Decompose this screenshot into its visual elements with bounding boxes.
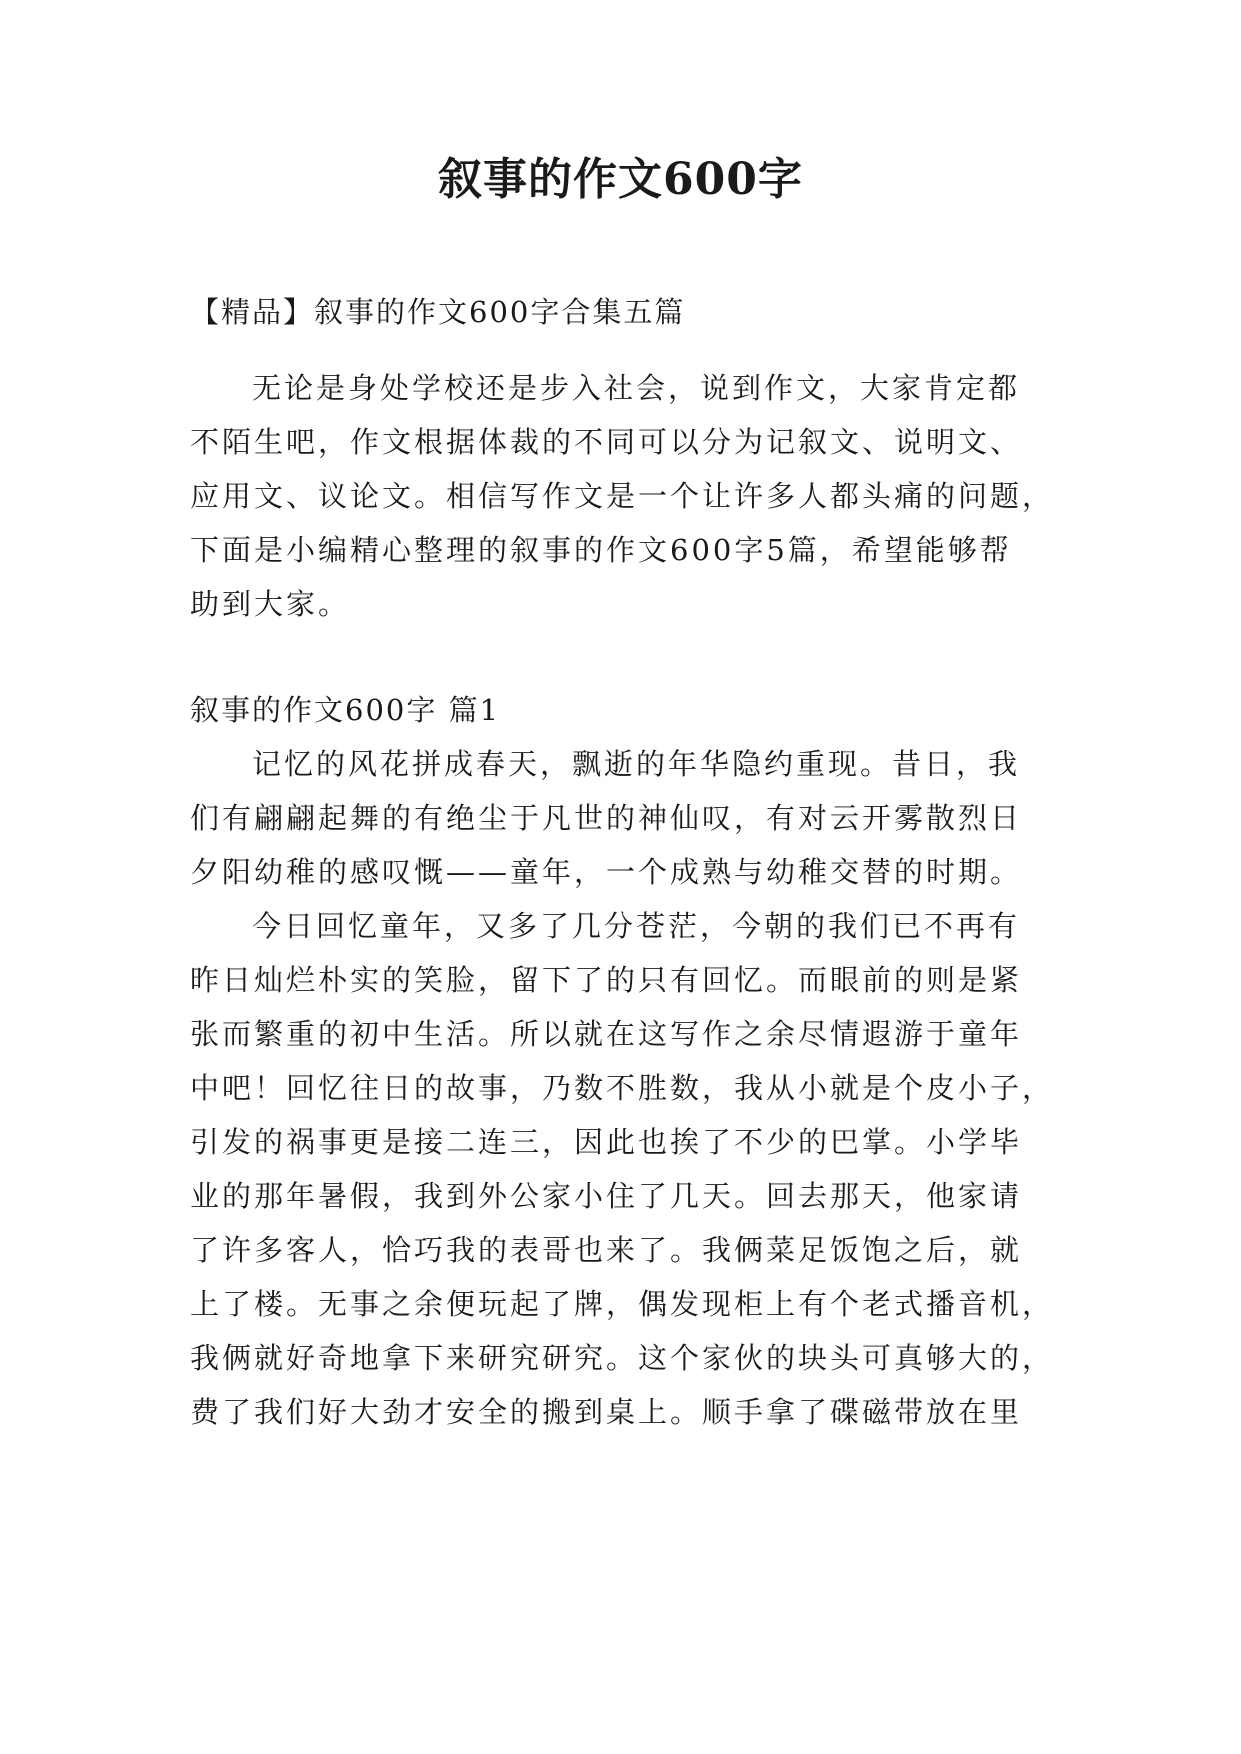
paragraph-line: 业的那年暑假，我到外公家小住了几天。回去那天，他家请 — [190, 1179, 1023, 1213]
intro-line: 助到大家。 — [190, 587, 351, 621]
section-heading: 叙事的作文600字 篇1 — [190, 693, 501, 727]
page-title: 叙事的作文600字 — [438, 154, 803, 205]
paragraph-line: 上了楼。无事之余便玩起了牌，偶发现柜上有个老式播音机， — [190, 1287, 1055, 1321]
intro-line: 不陌生吧，作文根据体裁的不同可以分为记叙文、说明文、 — [190, 425, 1023, 459]
paragraph-line: 了许多客人，恰巧我的表哥也来了。我俩菜足饭饱之后，就 — [190, 1233, 1023, 1267]
paragraph-line: 张而繁重的初中生活。所以就在这写作之余尽情遐游于童年 — [190, 1017, 1023, 1051]
intro-line: 无论是身处学校还是步入社会，说到作文，大家肯定都 — [252, 371, 1021, 405]
intro-line: 下面是小编精心整理的叙事的作文600字5篇，希望能够帮 — [190, 533, 1012, 567]
paragraph-line: 记忆的风花拼成春天，飘逝的年华隐约重现。昔日，我 — [252, 747, 1021, 781]
paragraph-line: 费了我们好大劲才安全的搬到桌上。顺手拿了碟磁带放在里 — [190, 1395, 1023, 1429]
paragraph-line: 中吧！回忆往日的故事，乃数不胜数，我从小就是个皮小子， — [190, 1071, 1055, 1105]
paragraph-line: 今日回忆童年，又多了几分苍茫，今朝的我们已不再有 — [252, 909, 1021, 943]
paragraph-line: 引发的祸事更是接二连三，因此也挨了不少的巴掌。小学毕 — [190, 1125, 1023, 1159]
paragraph-line: 昨日灿烂朴实的笑脸，留下了的只有回忆。而眼前的则是紧 — [190, 963, 1023, 997]
document-subtitle: 【精品】叙事的作文600字合集五篇 — [190, 295, 686, 329]
paragraph-line: 我俩就好奇地拿下来研究研究。这个家伙的块头可真够大的， — [190, 1341, 1055, 1375]
intro-line: 应用文、议论文。相信写作文是一个让许多人都头痛的问题， — [190, 479, 1055, 513]
paragraph-line: 们有翩翩起舞的有绝尘于凡世的神仙叹，有对云开雾散烈日 — [190, 801, 1023, 835]
paragraph-line: 夕阳幼稚的感叹慨——童年，一个成熟与幼稚交替的时期。 — [190, 855, 1023, 889]
